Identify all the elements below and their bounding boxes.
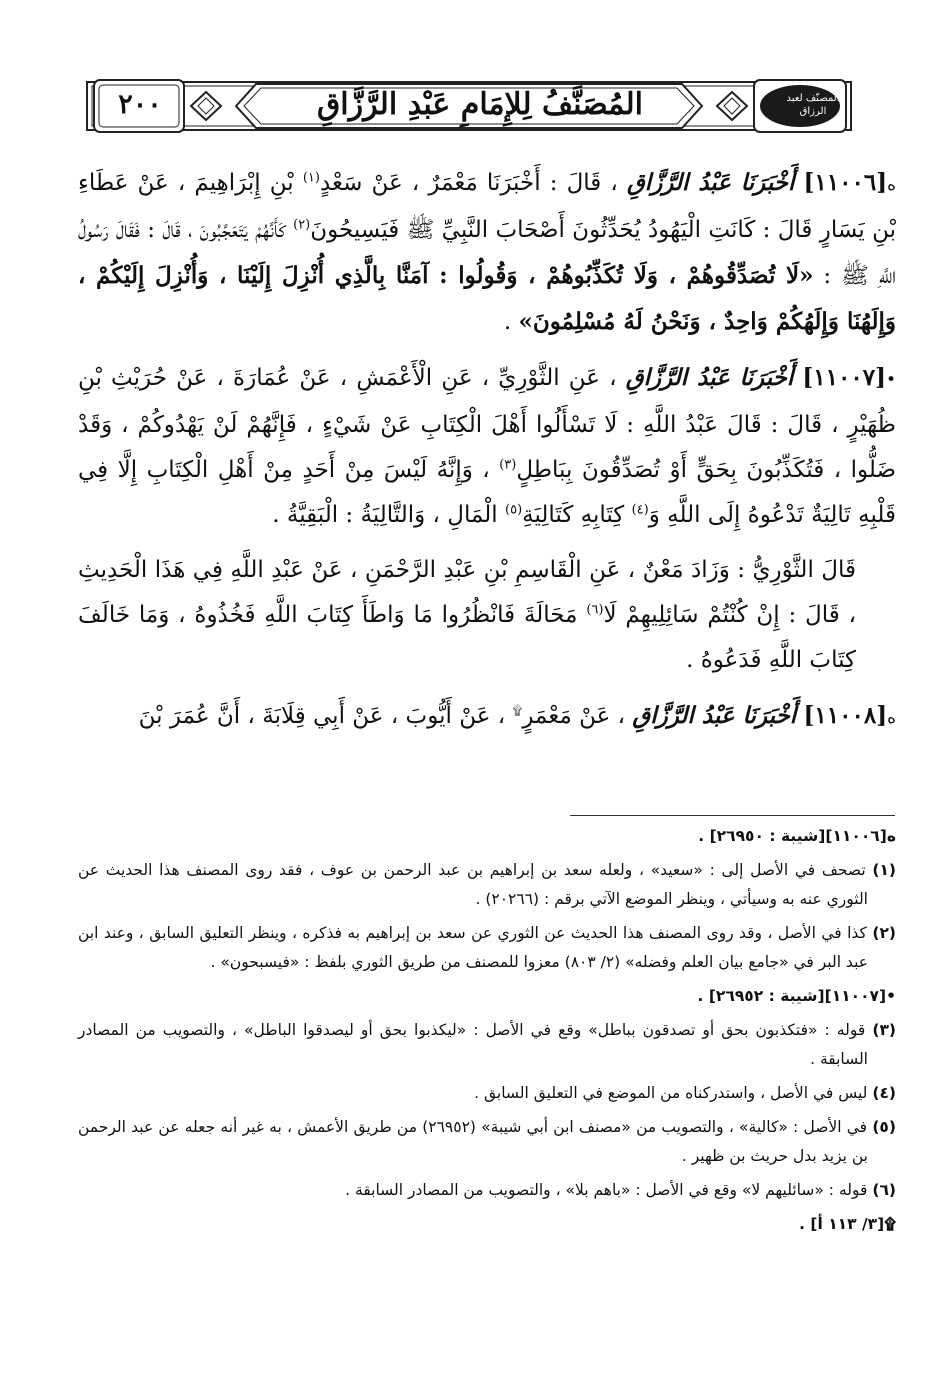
hadith-text: كِتَابِهِ كَتَالِيَةِ [522, 502, 625, 528]
footnote-4: (٤) ليس في الأصل ، واستدركناه من الموضع في التعليق السابق . [474, 1084, 896, 1102]
footnote-ref: (٣) [499, 457, 517, 473]
hadith-end: . [503, 309, 512, 335]
footnote-separator [570, 815, 895, 816]
paragraph-text: قَالَ الثَّوْرِيُّ : وَزَادَ مَعْنٌ ، عَنِ الْقَاسِمِ بْنِ عَبْدِ الرَّحْمَنِ ، عَنْ عَبْدِ اللَّهِ فِي هَذَا الْحَدِيثِ ، قَالَ : إِنْ كُنْتُمْ سَائِلِيهِمْ لَا [78, 557, 857, 628]
manuscript-mark: ۩ [512, 703, 523, 719]
source-reference: ه[١١٠٠٦][شيبة : ٢٦٩٥٠] . [698, 827, 896, 845]
footnote-2: (٢) كذا في الأصل ، وقد روى المصنف هذا الحديث عن الثوري عن سعد بن إبراهيم به فذكره ، وينظر التعليق السابق ، وعند ابن عبد البر في «جامع بيان العلم وفضله» (٢/ ٨٠٣) معزوا للمصنف من طريق الثوري بلفظ : «فيسبحون» . [78, 924, 896, 971]
manuscript-page-ref: ۩[٣/ ١١٣ أ] . [799, 1215, 896, 1233]
hadith-text: ، عَنِ الثَّوْرِيِّ ، عَنِ الْأَعْمَشِ ، عَنْ عُمَارَةَ ، عَنْ حُرَيْثِ بْنِ ظُهَيْرٍ ، قَالَ : قَالَ عَبْدُ اللَّهِ : لَا تَسْأَلُوا أَهْلَ الْكِتَابِ عَنْ شَيْءٍ ، فَإِنَّهُمْ لَنْ يَهْدُوكُمْ ، وَقَدْ ضَلُّوا ، فَتُكَذِّبُونَ بِحَقٍّ أَوْ تُصَدِّقُونَ بِبَاطِلٍ [78, 365, 897, 483]
page-number: ٢٠٠ [118, 89, 162, 120]
footnote-6: (٦) قوله : «سائليهم لا» وقع في الأصل : «باهم بلا» ، والتصويب من المصادر السابقة . [345, 1181, 896, 1199]
footnote-ref: (١) [302, 170, 320, 186]
hadith-marker: ه [887, 708, 896, 728]
hadith-text: ، عَنْ مَعْمَرٍ [522, 703, 626, 729]
source-reference: •[١١٠٠٧][شيبة : ٢٦٩٥٢] . [697, 987, 896, 1005]
paragraph-text: مَحَالَةَ فَانْظُرُوا مَا وَاطَأَ كِتَابَ اللَّهِ فَخُذُوهُ ، وَمَا خَالَفَ كِتَابَ اللَّهِ فَدَعُوهُ . [78, 602, 856, 673]
footnote-3: (٣) قوله : «فتكذبون بحق أو تصدقون بباطل» وقع في الأصل : «ليكذبوا بحق أو ليصدقوا الباطل» ، والتصويب من المصادر السابقة . [78, 1021, 896, 1068]
main-text [78, 160, 896, 751]
hadith-text: كَأَنَّهُمْ يَتَعَجَّبُونَ ، قَالَ : فَقَالَ رَسُولُ اللَّهِ ﷺ : [78, 217, 896, 289]
hadith-number: [١١٠٠٦] [803, 169, 888, 196]
hadith-11007 [78, 355, 896, 538]
narrator-intro: أَخْبَرَنَا عَبْدُ الرَّزَّاقِ [625, 364, 794, 391]
hadith-number: [١١٠٠٧] [802, 364, 886, 391]
hadith-text: ، قَالَ : أَخْبَرَنَا مَعْمَرٌ ، عَنْ سَعْدٍ [319, 170, 618, 196]
narrator-intro: أَخْبَرَنَا عَبْدُ الرَّزَّاقِ [626, 169, 795, 196]
footnote-ref: (٦) [586, 602, 604, 618]
footnote-ref: (٥) [505, 502, 523, 518]
footnote-ref: (٤) [631, 502, 649, 518]
hadith-marker: ه [887, 175, 897, 195]
book-title: المُصَنَّفُ لِلإِمَامِ عَبْدِ الرَّزَّاقِ [317, 87, 643, 122]
narrator-intro: أَخْبَرَنَا عَبْدُ الرَّزَّاقِ [632, 702, 797, 729]
hadith-number: [١١٠٠٨] [803, 702, 888, 729]
hadith-11006 [78, 160, 896, 345]
footnote-ref: (٢) [293, 217, 311, 233]
hadith-marker: • [885, 370, 896, 390]
hadith-text: بْنِ إِبْرَاهِيمَ ، عَنْ عَطَاءِ بْنِ يَسَارٍ قَالَ : كَانَتِ الْيَهُودُ يُحَدِّثُونَ أَصْحَابَ النَّبِيِّ ﷺ فَيَسِيحُونَ [78, 170, 896, 243]
prophet-speech: «لَا تُصَدِّقُوهُمْ ، وَلَا تُكَذِّبُوهُمْ ، وَقُولُوا : آمَنَّا بِالَّذِي أُنْزِلَ إِلَيْنَا ، وَأُنْزِلَ إِلَيْكُمْ ، وَإِلَهُنَا وَإِلَهُكُمْ وَاحِدٌ ، وَنَحْنُ لَهُ مُسْلِمُونَ» [78, 262, 896, 335]
hadith-text: ، عَنْ أَيُّوبَ ، عَنْ أَبِي قِلَابَةَ ، أَنَّ عُمَرَ بْنَ [138, 703, 506, 729]
footnote-1: (١) تصحف في الأصل إلى : «سعيد» ، ولعله سعد بن إبراهيم بن عبد الرحمن بن عوف ، فقد روى المصنف هذا الحديث عن الثوري عنه به وسيأتي ، وينظر الموضع الآتي برقم : (٢٠٢٦٦) . [78, 861, 896, 908]
hadith-11008 [78, 693, 896, 741]
book-logo: المصنّف لعبد الرزاق [786, 93, 840, 117]
hadith-text: ، وَإِنَّهُ لَيْسَ مِنْ أَحَدٍ مِنْ أَهْلِ الْكِتَابِ إِلَّا فِي قَلْبِهِ تَالِيَةٌ تَدْعُوهُ إِلَى اللَّهِ وَ [78, 457, 896, 528]
hadith-text: الْمَالِ ، وَالتَّالِيَةُ : الْبَقِيَّةُ . [272, 502, 498, 528]
footnote-5: (٥) في الأصل : «كالية» ، والتصويب من «مصنف ابن أبي شيبة» (٢٦٩٥٢) من طريق الأعمش ، به غير أنه جعله عن عبد الرحمن بن يزيد بدل حريث بن ظهير . [78, 1118, 896, 1165]
extra-paragraph [78, 548, 896, 683]
footnotes [78, 822, 896, 1244]
